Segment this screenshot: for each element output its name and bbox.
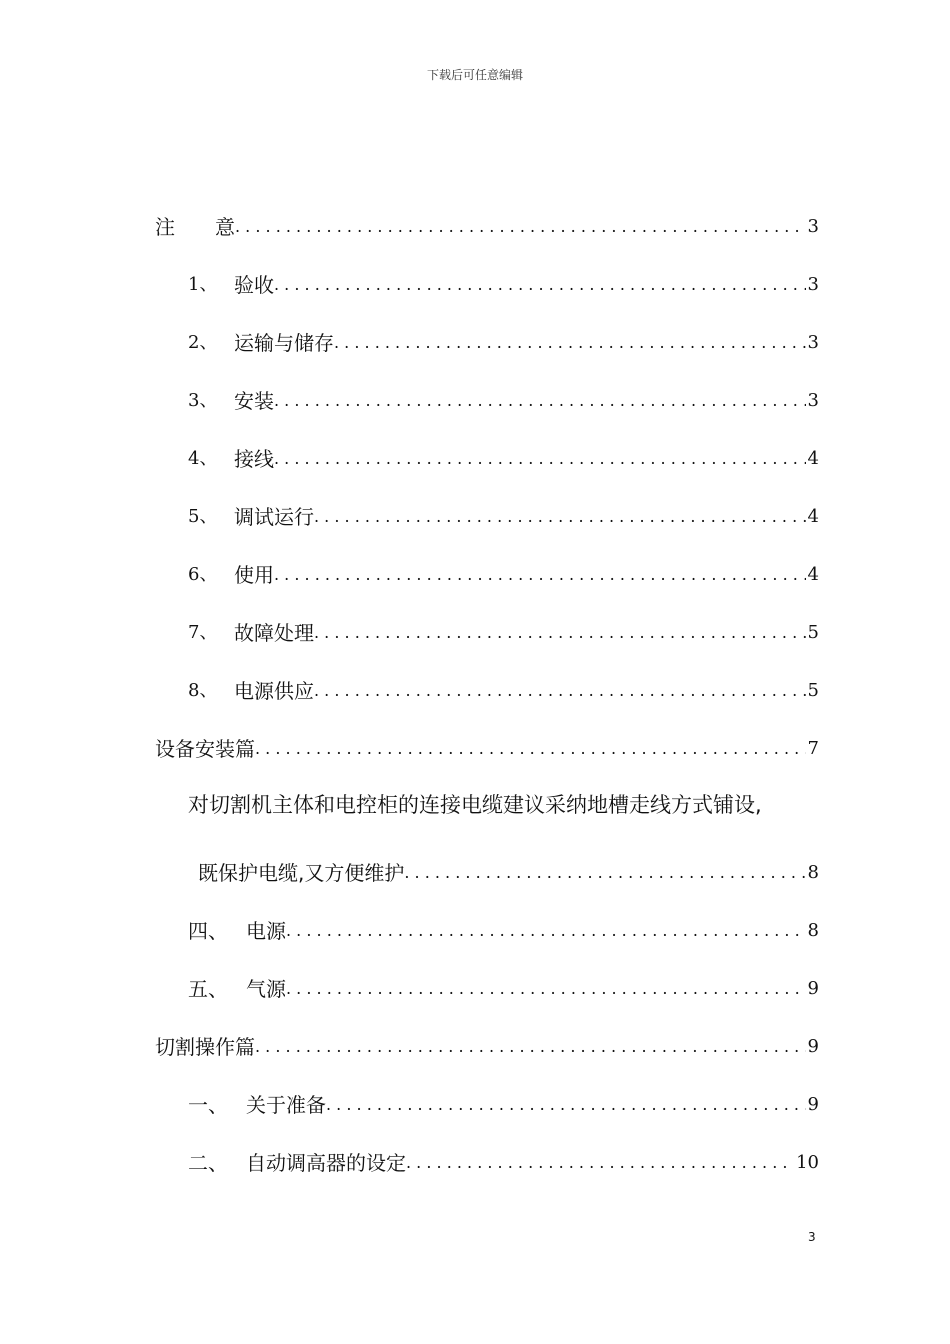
toc-page-number: 3 (807, 216, 819, 237)
toc-entry-label: 电源供应 (234, 679, 314, 703)
toc-entry-label: 安装 (234, 389, 274, 413)
toc-page-number: 9 (807, 978, 819, 999)
toc-entry-label: 使用 (234, 563, 274, 587)
toc-page-number: 4 (807, 564, 819, 585)
toc-entry-number: 一、 (188, 1093, 228, 1117)
leader-dots (286, 918, 806, 944)
footer-page-number: 3 (808, 1230, 816, 1244)
toc-page-number: 4 (807, 506, 819, 527)
toc-entry-label: 运输与储存 (234, 331, 334, 355)
leader-dots (286, 976, 806, 1002)
toc-entry-label: 切割操作篇 (155, 1035, 255, 1059)
toc-page-number: 5 (807, 622, 819, 643)
toc-page-number: 3 (807, 332, 819, 353)
leader-dots (404, 860, 805, 886)
toc-entry (198, 856, 819, 886)
toc-entry-number: 2、 (188, 332, 218, 353)
leader-dots (326, 1092, 806, 1118)
toc-entry-label: 接线 (234, 447, 274, 471)
toc-entry-label: 既保护电缆,又方便维护 (198, 861, 405, 885)
toc-page-number: 10 (796, 1152, 819, 1173)
toc-entry-label: 关于准备 (246, 1093, 326, 1117)
toc-entry (188, 268, 819, 298)
toc-entry-number: 8、 (188, 680, 218, 701)
toc-page-number: 3 (807, 390, 819, 411)
toc-entry-label: 调试运行 (234, 505, 314, 529)
toc-entry (188, 1146, 819, 1176)
toc-page-number: 8 (807, 862, 819, 883)
toc-page-number: 9 (807, 1094, 819, 1115)
leader-dots (255, 1034, 806, 1060)
leader-dots (274, 388, 806, 414)
toc-page-number: 5 (807, 680, 819, 701)
page-header: 下载后可任意编辑 (426, 68, 523, 82)
toc-entry-number: 4、 (188, 448, 218, 469)
toc-entry-label: 自动调高器的设定 (246, 1151, 406, 1175)
toc-page-number: 8 (807, 920, 819, 941)
toc-entry-label: 设备安装篇 (155, 737, 255, 761)
leader-dots (274, 272, 806, 298)
leader-dots (255, 736, 806, 762)
leader-dots (274, 446, 806, 472)
toc-page-number: 9 (807, 1036, 819, 1057)
toc-entry-number: 7、 (188, 622, 218, 643)
leader-dots (235, 214, 806, 240)
toc-entry-notice (155, 210, 819, 240)
toc-entry-label: 气源 (246, 977, 286, 1001)
toc-entry-number: 1、 (188, 274, 218, 295)
toc-entry (188, 558, 819, 588)
toc-entry (188, 972, 819, 1002)
toc-page-number: 7 (807, 738, 819, 759)
toc-entry (188, 326, 819, 356)
toc-entry (188, 674, 819, 704)
toc-entry (188, 500, 819, 530)
leader-dots (406, 1150, 794, 1176)
leader-dots (314, 678, 806, 704)
leader-dots (314, 620, 806, 646)
toc-entry-number: 5、 (188, 506, 218, 527)
toc-entry (188, 384, 819, 414)
cable-routing-note: 对切割机主体和电控柜的连接电缆建议采纳地槽走线方式铺设, (188, 793, 762, 817)
leader-dots (334, 330, 806, 356)
toc-entry (188, 442, 819, 472)
toc-entry (188, 914, 819, 944)
leader-dots (274, 562, 806, 588)
toc-entry-label: 注 意 (155, 215, 235, 239)
toc-entry-section (155, 1030, 819, 1060)
toc-entry-number: 3、 (188, 390, 218, 411)
toc-entry-number: 二、 (188, 1151, 228, 1175)
toc-entry-label: 故障处理 (234, 621, 314, 645)
toc-entry-label: 电源 (246, 919, 286, 943)
toc-entry-number: 四、 (188, 919, 228, 943)
toc-page-number: 3 (807, 274, 819, 295)
leader-dots (314, 504, 806, 530)
toc-entry (188, 616, 819, 646)
toc-entry-label: 验收 (234, 273, 274, 297)
toc-page-number: 4 (807, 448, 819, 469)
toc-entry-section (155, 732, 819, 762)
toc-entry-number: 五、 (188, 977, 228, 1001)
toc-entry-number: 6、 (188, 564, 218, 585)
toc-entry (188, 1088, 819, 1118)
